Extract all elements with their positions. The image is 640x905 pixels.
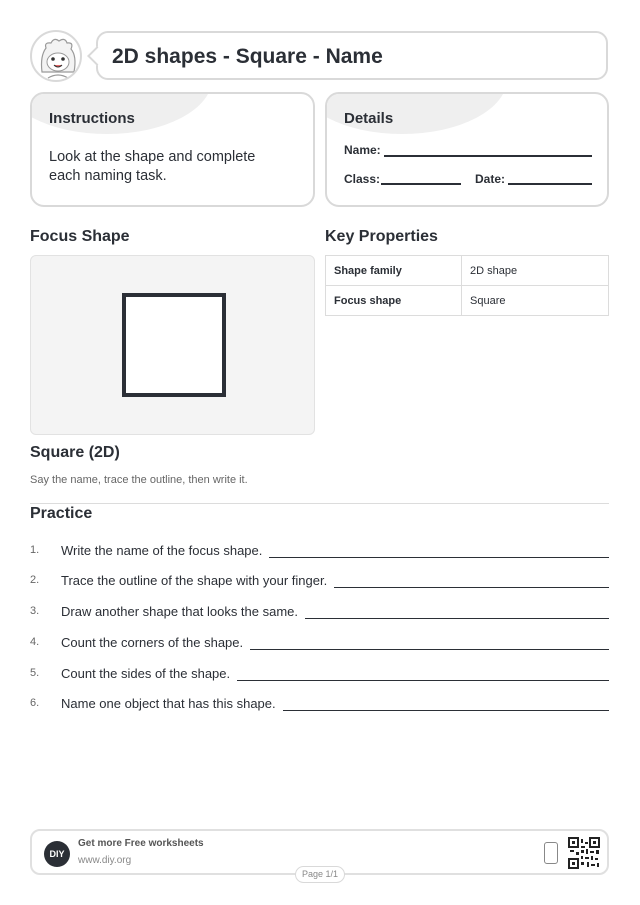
practice-item: [30, 694, 609, 712]
property-value: Square: [462, 286, 609, 316]
property-key: Shape family: [326, 256, 462, 286]
shape-panel: [30, 255, 315, 435]
details-title: Details: [344, 110, 394, 127]
footer-url[interactable]: www.diy.org: [78, 855, 132, 866]
answer-line[interactable]: [283, 710, 609, 712]
practice-item: [30, 633, 609, 651]
property-value: 2D shape: [462, 256, 609, 286]
item-question: Write the name of the focus shape.: [61, 543, 263, 558]
answer-line[interactable]: [305, 618, 609, 620]
speech-tail: [87, 46, 107, 66]
focus-shape-heading: Focus Shape: [30, 228, 130, 245]
item-question: Count the sides of the shape.: [61, 666, 231, 681]
item-number: 3.: [30, 605, 40, 617]
name-label: Name:: [344, 143, 381, 157]
shape-instructions: Say the name, trace the outline, then write it.: [30, 474, 248, 486]
item-question: Name one object that has this shape.: [61, 696, 276, 711]
item-question: Count the corners of the shape.: [61, 635, 244, 650]
item-number: 2.: [30, 574, 40, 586]
item-question: Trace the outline of the shape with your finger.: [61, 573, 328, 588]
item-question: Draw another shape that looks the same.: [61, 604, 299, 619]
answer-line[interactable]: [334, 587, 609, 589]
date-field[interactable]: [508, 183, 592, 185]
instructions-title: Instructions: [49, 110, 135, 127]
title-box: [96, 31, 608, 80]
practice-heading: Practice: [30, 505, 93, 522]
name-field[interactable]: [384, 155, 592, 157]
qr-code-icon: [568, 837, 600, 869]
date-label: Date:: [475, 172, 506, 186]
footer-promo-text: Get more Free worksheets: [78, 838, 204, 849]
instructions-text: Look at the shape and complete each naming task.: [49, 149, 256, 184]
shape-name-heading: Square (2D): [30, 444, 120, 461]
practice-item: [30, 571, 609, 589]
diy-logo-icon: DIY: [44, 841, 70, 867]
practice-item: [30, 602, 609, 620]
page-number-badge: Page 1/1: [295, 866, 345, 883]
item-number: 4.: [30, 636, 40, 648]
key-properties-heading: Key Properties: [325, 228, 438, 245]
square-outline-icon: [122, 293, 226, 397]
phone-icon: [544, 842, 558, 864]
answer-line[interactable]: [269, 557, 609, 559]
answer-line[interactable]: [250, 649, 609, 651]
key-properties-table: [325, 255, 609, 316]
divider: [30, 503, 609, 504]
item-number: 5.: [30, 667, 40, 679]
page-title: 2D shapes - Square - Name: [112, 45, 383, 68]
table-row: [326, 286, 609, 316]
practice-item: [30, 664, 609, 682]
yeti-mascot-icon: [30, 30, 82, 82]
item-number: 6.: [30, 697, 40, 709]
practice-item: [30, 541, 609, 559]
table-row: [326, 256, 609, 286]
class-field[interactable]: [381, 183, 461, 185]
answer-line[interactable]: [237, 680, 609, 682]
class-label: Class:: [344, 172, 381, 186]
instructions-card: [30, 92, 315, 207]
property-key: Focus shape: [326, 286, 462, 316]
item-number: 1.: [30, 544, 40, 556]
details-card: [325, 92, 609, 207]
